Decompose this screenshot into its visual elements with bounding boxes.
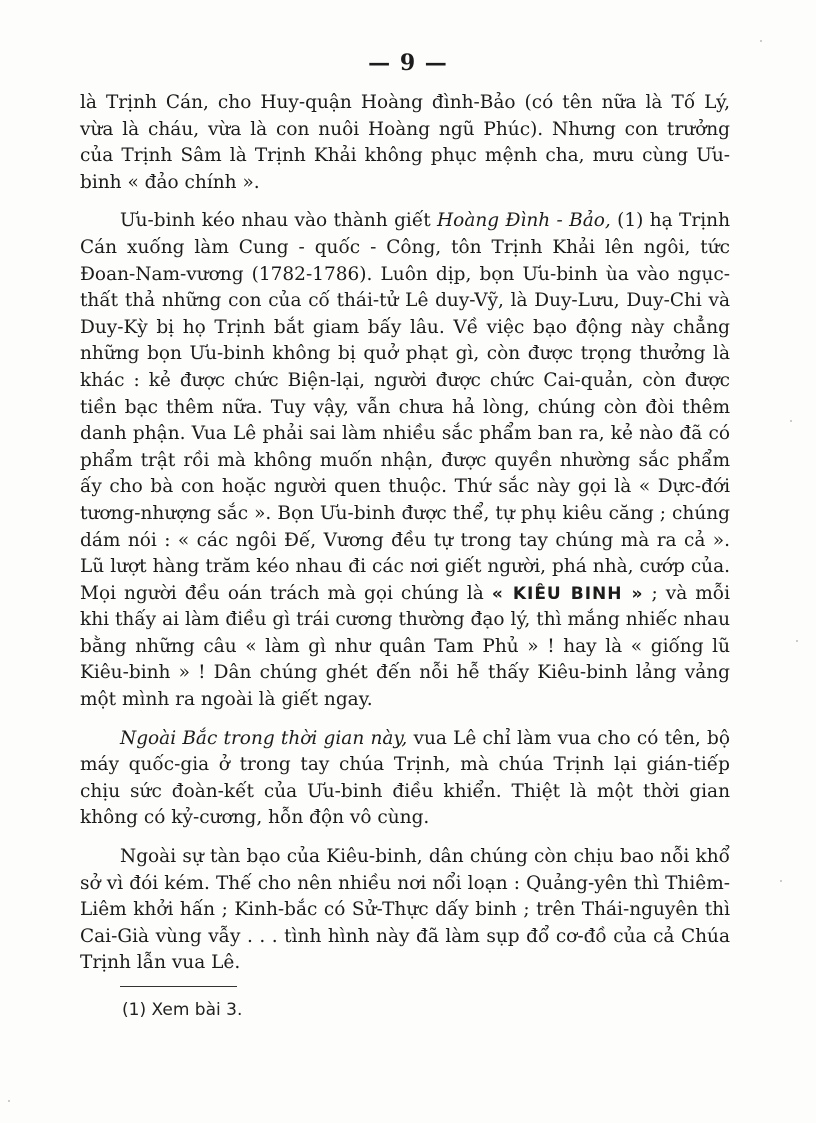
paragraph-4-text: Ngoài sự tàn bạo của Kiêu-binh, dân chúng còn chịu bao nỗi khổ sở vì đói kém. Thế cho nên nhiều nơi nổi loạn : Quảng-yên thì Thiêm-Liêm khởi hấn ; Kinh-bắc có Sử-Thực dấy binh ; trên Thái-nguyên thì Cai-Già vùng vẫy . . . tình hình này đã làm sụp đổ cơ-đồ của cả Chúa Trịnh lẫn vua Lê. bbox=[80, 846, 730, 974]
paragraph-1 bbox=[80, 90, 730, 196]
footnote-divider bbox=[120, 986, 237, 987]
scan-speck bbox=[760, 40, 762, 42]
scan-speck bbox=[796, 640, 798, 642]
paragraph-2 bbox=[80, 208, 730, 713]
footnote: (1) Xem bài 3. bbox=[122, 1000, 243, 1020]
scan-speck bbox=[790, 420, 792, 422]
kieu-binh-term: « KIÊU BINH » bbox=[491, 583, 644, 604]
paragraph-2-tail: ; và mỗi khi thấy ai làm điều gì trái cương thường đạo lý, thì mắng nhiếc nhau bằng những câu « làm gì như quân Tam Phủ » ! hay là « giống lũ Kiêu-binh » ! Dân chúng ghét đến nỗi hễ thấy Kiêu-binh lảng vảng một mình ra ngoài là giết ngay. bbox=[80, 582, 730, 711]
scan-speck bbox=[8, 1100, 10, 1102]
paragraph-2-body: (1) hạ Trịnh Cán xuống làm Cung - quốc - Công, tôn Trịnh Khải lên ngôi, tức Đoan-Nam-vương (1782-1786). Luôn dịp, bọn Ưu-binh ùa vào ngục-thất thả những con của cố thái-tử Lê duy-Vỹ, là Duy-Lưu, Duy-Chi và Duy-Kỳ bị họ Trịnh bắt giam bấy lâu. Về việc bạo động này chẳng những bọn Ưu-binh không bị quở phạt gì, còn được trọng thưởng là khác : kẻ được chức Biện-lại, người được chức Cai-quản, còn được tiền bạc thêm nữa. Tuy vậy, vẫn chưa hả lòng, chúng còn đòi thêm danh phận. Vua Lê phải sai làm nhiều sắc phẩm ban ra, kẻ nào đã có phẩm trật rồi mà không muốn nhận, được quyền nhường sắc phẩm ấy cho bà con hoặc người quen thuộc. Thứ sắc này gọi là « Dực-đới tương-nhượng sắc ». Bọn Ưu-binh được thể, tự phụ kiêu căng ; chúng dám nói : « các ngôi Đế, Vương đều tự trong tay chúng mà ra cả ». Lũ lượt hàng trăm kéo nhau đi các nơi giết người, phá nhà, cướp của. Mọi người đều oán trách mà gọi chúng là bbox=[80, 210, 730, 604]
paragraph-3-italic-lead: Ngoài Bắc trong thời gian này, bbox=[120, 727, 408, 749]
paragraph-2-italic-name: Hoàng Đình - Bảo, bbox=[437, 210, 611, 232]
paragraph-1-text: là Trịnh Cán, cho Huy-quận Hoàng đình-Bảo (có tên nữa là Tố Lý, vừa là cháu, vừa là con nuôi Hoàng ngũ Phúc). Nhưng con trưởng của Trịnh Sâm là Trịnh Khải không phục mệnh cha, mưu cùng Ưu-binh « đảo chính ». bbox=[80, 92, 730, 193]
page-number: — 9 — bbox=[368, 50, 448, 76]
paragraph-2-lead: Ưu-binh kéo nhau vào thành giết bbox=[120, 210, 438, 232]
paragraph-4 bbox=[80, 844, 730, 977]
paragraph-3 bbox=[80, 726, 730, 832]
body-text bbox=[80, 90, 730, 984]
scan-speck bbox=[780, 880, 782, 882]
paragraph-3-body: vua Lê chỉ làm vua cho có tên, bộ máy quốc-gia ở trong tay chúa Trịnh, mà chúa Trịnh lại gián-tiếp chịu sức đoàn-kết của Ưu-binh điều khiển. Thiệt là một thời gian không có kỷ-cương, hỗn độn vô cùng. bbox=[80, 727, 730, 829]
